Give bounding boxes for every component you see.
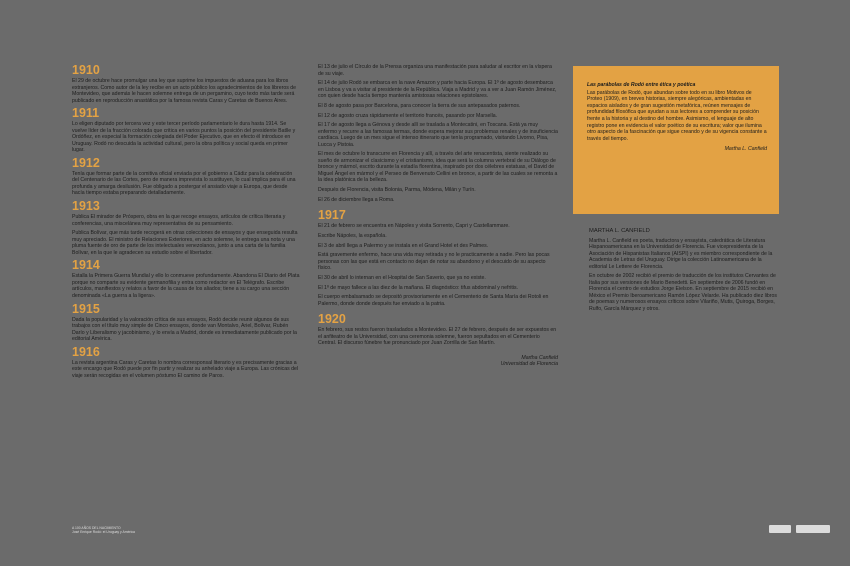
chronology-paragraph: El 1º de mayo fallece a las diez de la mañana. El diagnóstico: tifus abdominal y nefritis. xyxy=(318,284,518,291)
chronology-paragraph: El 21 de febrero se encuentra en Nápoles y visita Sorrento, Capri y Castellammare. xyxy=(318,223,510,230)
chronology-paragraph: El 12 de agosto cruza rápidamente el territorio francés, pasando por Marsella. xyxy=(318,112,498,119)
chronology-paragraph: Lo eligen diputado por tercera vez y este tercer período parlamentario le dura hasta 1914. Se vuelve líder de la fracción colorada que critica en varios puntos la posición del presidente Batlle y Ordóñez, en especial la formación colegiada del Poder Ejecutivo, que en efecto él introduce en Uruguay. Rodó no descuida la actividad cultural, pero la obra política y social queda en primer lugar. xyxy=(72,121,296,154)
chronology-paragraph: El 26 de diciembre llega a Roma. xyxy=(318,196,395,203)
year-heading: 1917 xyxy=(318,208,346,223)
footer-subtitle: José Enrique Rodó: el Uruguay y América xyxy=(72,530,135,535)
year-heading: 1916 xyxy=(72,344,100,359)
year-heading: 1910 xyxy=(72,63,100,77)
chronology-paragraph: Publica El mirador de Próspero, obra en la que recoge ensayos, artículos de crítica literaria y conferencias, una miscelánea muy representativa de su pensamiento. xyxy=(72,214,286,227)
chronology-paragraph: El 29 de octubre hace promulgar una ley que suprime los impuestos de aduana para los libros extranjeros. Como autor de la ley recibe en un acto público los agradecimientos de los libreros de Montevideo, que además le hacen solemne entrega de un pergamino, cuyo texto más tarde será publicado en reproducción anastática por la famosa revista Caras y Caretas de Buenos Aires. xyxy=(72,78,297,104)
year-heading: 1911 xyxy=(72,106,100,121)
chronology-column-middle xyxy=(318,64,558,368)
author-signature xyxy=(318,355,558,368)
year-heading: 1914 xyxy=(72,258,100,273)
chronology-paragraph: Después de Florencia, visita Bolonia, Parma, Módena, Milán y Turín. xyxy=(318,187,476,194)
bio-heading: MARTHA L. CANFIELD xyxy=(589,228,650,234)
chronology-paragraph: El 17 de agosto llega a Génova y desde allí se traslada a Montecatini, en Toscana. Está ya muy enfermo y recurre a las famosas termas, donde espera mejorar sus problemas renales y de insuficiencia cardíaca. Luego de un mes sigue el intenso itinerario que tenía programado, visitando Livorno, Pisa, Lucca y Pistoia. xyxy=(318,122,558,148)
author-bio xyxy=(589,228,777,315)
exhibition-footer xyxy=(72,526,135,534)
year-heading: 1920 xyxy=(318,312,346,327)
chronology-paragraph: En febrero, sus restos fueron trasladados a Montevideo. El 27 de febrero, después de ser expuestos en el anfiteatro de la Universidad, con una ceremonia solemne, fueron sepultados en el Cementerio Central. El discurso fúnebre fue pronunciado por Juan Zorrilla de San Martín. xyxy=(318,327,557,347)
chronology-paragraph: Dada la popularidad y la valoración crítica de sus ensayos, Rodó decide reunir algunos de sus trabajos con el título muy simple de Cinco ensayos, donde van Montalvo, Ariel, Bolívar, Rubén Darío y Liberalismo y jacobinismo, y lo envía a Madrid, donde es inmediatamente publicado por la editorial América. xyxy=(72,316,297,343)
institution-logos xyxy=(769,525,830,533)
chronology-paragraph: Tenía que formar parte de la comitiva oficial enviada por el gobierno a Cádiz para la celebración del Centenario de las Cortes, pero de manera imprevista lo sustituyen, lo cual implica para él una profunda y amarga desilusión. Fue obligado a postergar el ansiado viaje a Europa, que desde hacía tiempo estaba preparando detalladamente. xyxy=(72,170,296,197)
chronology-paragraph: Escribe Nápoles, la española. xyxy=(318,233,387,239)
chronology-paragraph: El 3 de abril llega a Palermo y se instala en el Grand Hotel et des Palmes. xyxy=(318,242,489,249)
chronology-paragraph: El 8 de agosto pasa por Barcelona, para conocer la tierra de sus antepasados paternos. xyxy=(318,102,521,109)
chronology-paragraph: Estalla la Primera Guerra Mundial y ello lo conmueve profundamente. Abandona El Diario del Plata porque no comparte su evidente germanofilia y entra como redactor en El Telégrafo. Escribe artículos, manifiestos y relatos a favor de la causa de los aliados; tiene a su cargo una sección denominada «La guerra a la ligera». xyxy=(72,273,300,299)
essay-title: Las parábolas de Rodó entre ética y poética xyxy=(587,82,696,88)
chronology-paragraph: El 13 de julio el Círculo de la Prensa organiza una manifestación para saludar al escritor en la víspera de su viaje. xyxy=(318,64,552,77)
bio-paragraph: En octubre de 2002 recibió el premio de traducción de los institutos Cervantes de Italia por sus versiones de Mario Benedetti. En septiembre de 2006 fundó en Florencia el centro de estudios Jorge Eielson. En septiembre de 2015 recibió en México el Premio Iberoamericano Ramón López Velarde. Ha publicado diez libros de poemas y numerosos ensayos críticos sobre Vilariño, Mutis, Quiroga, Borges, Rulfo, García Márquez y otros. xyxy=(589,273,778,312)
footer-title: A 100 AÑOS DEL NACIMIENTO xyxy=(72,526,121,530)
chronology-paragraph: El mes de octubre lo transcurre en Florencia y allí, a través del arte renacentista, siente realizado su sueño de armonizar el clasicismo y el cristianismo, idea que será la columna vertebral de su Diálogo de bronce y mármol, escrito durante la estadía florentina, inspirado por dos célebres estatuas, el David de Miguel Ángel en mármol y el Perseo de Benvenuto Cellini en bronce, a partir de las cuales se remonta a la idea platónica de la belleza. xyxy=(318,151,558,184)
chronology-paragraph: Publica Bolívar, que más tarde recogerá en otras colecciones de ensayos y que enseguida resulta muy apreciado. El ministro de Relaciones Exteriores, en acto solemne, le entrega una nota y una pluma fuente de oro de parte de los intelectuales venezolanos, junto a una carta de la familia Bolívar, en la que le agradecen su estudio sobre el libertador. xyxy=(72,230,298,256)
chronology-years xyxy=(318,209,558,347)
year-heading: 1912 xyxy=(72,155,100,170)
chronology-paragraph: Está gravemente enfermo, hace una vida muy retirada y no le practicamente a nadie. Pero las pocas personas con las que está en contacto no dejan de notar su abandono y el descuido de su aspecto físico. xyxy=(318,252,550,272)
signature-name: Martha Canfield xyxy=(521,354,558,361)
signature-affiliation: Universidad de Florencia xyxy=(500,361,558,368)
year-heading: 1913 xyxy=(72,199,100,214)
essay-signature: Martha L. Canfield xyxy=(724,146,767,153)
chronology-paragraph: El 30 de abril lo internan en el Hospital de San Saverio, que ya no existe. xyxy=(318,275,486,282)
chronology-paragraph: El 14 de julio Rodó se embarca en la nave Amazon y parte hacia Europa. El 1º de agosto desembarca en Lisboa y va a visitar al presidente de la República. Viaja a Madrid y va a ver a Juan Ramón Jiménez, con quien desde hacía tiempo mantenía amistosas relaciones epistolares. xyxy=(318,80,557,100)
university-logo xyxy=(769,525,791,533)
essay-text: Las parábolas de Rodó, que abundan sobre todo en su libro Motivos de Proteo (1909), en breves historias, siempre alegóricas, ambientadas en espacios aislados y de gran sugestión metafórica, reúnen mensajes de profundidad filosófica que ayudan a sus lectores a comprender su posición frente a la historia y al destino del hombre. Asimismo, el lenguaje de alto registro pone en evidencia el valor poético de su escritura; valor que ilumina otro aspecto de la fascinación que sigue creando y de su vigencia constante a través del tiempo. xyxy=(587,89,767,142)
chronology-1916-continued xyxy=(318,64,558,203)
chronology-paragraph: La revista argentina Caras y Caretas lo nombra corresponsal literario y es precisamente gracias a este encargo que Rodó puede por fin partir y realizar su anhelado viaje a Europa. Las crónicas del viaje serán recogidas en el volumen póstumo El camino de Paros. xyxy=(72,359,299,379)
ccf-logo xyxy=(796,525,830,533)
chronology-paragraph: El cuerpo embalsamado se depositó provisoriamente en el Cementerio de Santa María dei Rotoli en Palermo, donde donde después fue enviado a la patria. xyxy=(318,294,549,307)
year-heading: 1915 xyxy=(72,301,100,316)
parables-essay-box xyxy=(573,66,779,214)
chronology-column-left xyxy=(72,64,300,383)
bio-paragraph: Martha L. Canfield es poeta, traductora y ensayista, catedrática de Literatura Hispanoamericana en la Universidad de Florencia. Fue vicepresidenta de la Asociación de Hispanistas Italianos (AISPI) y es miembro correspondiente de la Academia de Letras del Uruguay. Dirige la colección Latinoamericana de la editorial Le Lettere de Florencia. xyxy=(589,237,773,270)
